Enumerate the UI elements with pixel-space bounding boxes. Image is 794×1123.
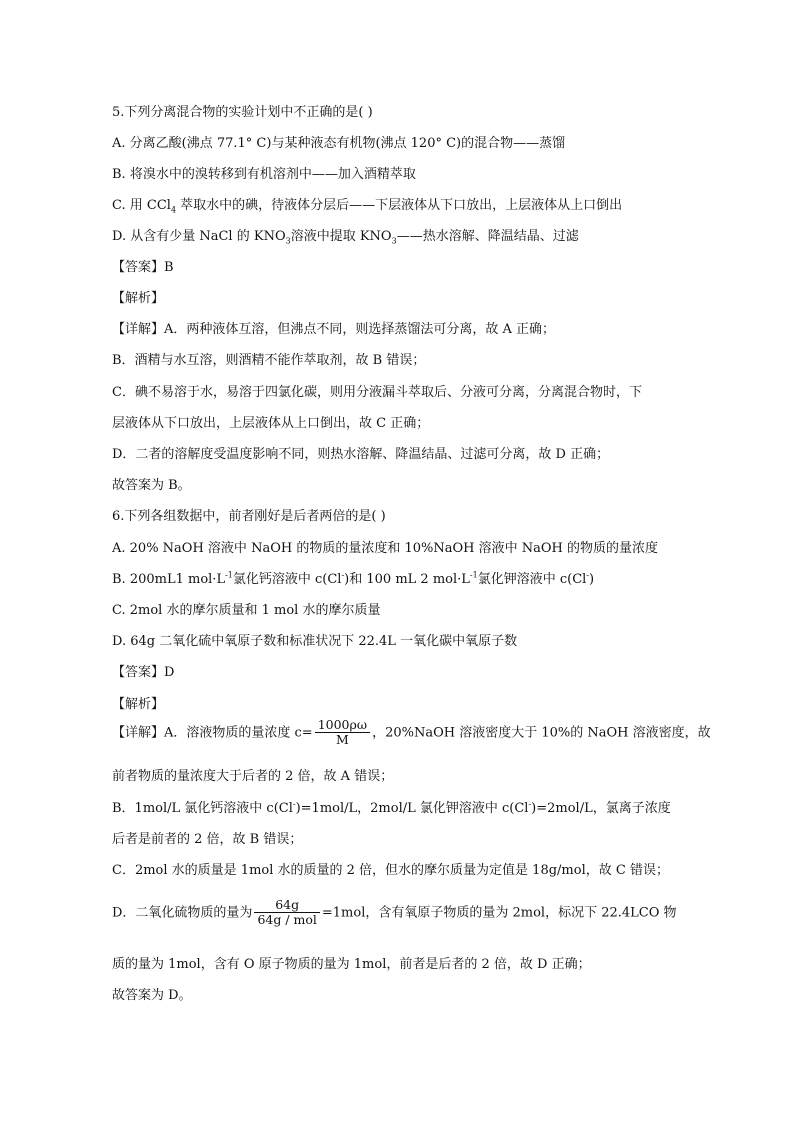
q6-detail-d-line2: 质的量为 1mol，含有 O 原子物质的量为 1mol，前者是后者的 2 倍，故 D 正确； [112,957,591,972]
q6-detail-a-line1: 【详解】A．溶液物质的量浓度 c= $\frac{1000\rho\omega}{M}$ ，20%NaOH 溶液密度大于 10%的 NaOH 溶液密度，故 [112,717,711,748]
q6-option-c: C. 2mol 水的摩尔质量和 1 mol 水的摩尔质量 [112,603,381,618]
q6-detail-b-line2: 后者是前者的 2 倍，故 B 错误； [112,832,303,847]
q5-analysis-heading: 【解析】 [112,291,165,306]
q5-option-a: A. 分离乙酸(沸点 77.1° C)与某种液态有机物(沸点 120° C)的混合物——蒸馏 [112,136,566,151]
q6-option-a: A. 20% NaOH 溶液中 NaOH 的物质的量浓度和 10%NaOH 溶液中 NaOH 的物质的量浓度 [112,541,658,556]
q5-option-c: C. 用 CCl$_4$ 萃取水中的碘，待液体分层后——下层液体从下口放出，上层液体从上口倒出 [112,198,623,215]
q6-detail-a-line2: 前者物质的量浓度大于后者的 2 倍，故 A 错误； [112,769,394,784]
q6-detail-b-line1: B．1mol/L 氯化钙溶液中 c(Cl-)=1mol/L，2mol/L 氯化钾溶液中 c(Cl-)=2mol/L，氯离子浓度 [112,799,671,816]
q6-detail-c: C．2mol 水的质量是 1mol 水的质量的 2 倍，但水的摩尔质量为定值是 18g/mol，故 C 错误； [112,863,669,878]
q5-detail-b: B．酒精与水互溶，则酒精不能作萃取剂，故 B 错误； [112,353,426,368]
q6-answer: 【答案】D [112,665,175,680]
q5-option-b: B. 将溴水中的溴转移到有机溶剂中——加入酒精萃取 [112,167,416,182]
q6-analysis-heading: 【解析】 [112,697,165,712]
q5-detail-c-line2: 层液体从下口放出，上层液体从上口倒出，故 C 正确； [112,416,430,431]
q6-option-d: D. 64g 二氧化硫中氧原子数和标准状况下 22.4L 一氧化碳中氧原子数 [112,634,518,649]
q6-conclusion: 故答案为 D。 [112,988,192,1003]
q5-conclusion: 故答案为 B。 [112,478,191,493]
q5-answer: 【答案】B [112,260,174,275]
q6-stem: 6.下列各组数据中，前者刚好是后者两倍的是( ) [112,509,386,524]
q5-option-d: D. 从含有少量 NaCl 的 $KNO_3$溶液中提取 $KNO_3——$热水溶解、降温结晶、过滤 [112,229,579,246]
moles-fraction: $\frac{64g}{\text{64g / mol}}$ [254,898,319,928]
q5-stem: 5.下列分离混合物的实验计划中不正确的是( ) [112,105,373,120]
q6-option-b: B. 200mL1 $mol\cdot L^{-1}$氯化钙溶液中 c(Cl-)和 100 mL 2 $mol\cdot L^{-1}$氯化钾溶液中 c(Cl-) [112,570,595,587]
q6-detail-d-line1: D．二氧化硫物质的量为 $\frac{64g}{\text{64g / mol}}$ =1mol，含有氧原子物质的量为 2mol，标况下 22.4LCO 物 [112,897,677,928]
q5-detail-a: 【详解】A．两种液体互溶，但沸点不同，则选择蒸馏法可分离，故 A 正确； [112,322,556,337]
density-fraction: $\frac{1000\rho\omega}{M}$ [315,718,370,748]
q5-detail-d: D．二者的溶解度受温度影响不同，则热水溶解、降温结晶、过滤可分离，故 D 正确； [112,447,610,462]
q5-detail-c-line1: C．碘不易溶于水，易溶于四氯化碳，则用分液漏斗萃取后、分液可分离，分离混合物时，下 [112,385,642,400]
